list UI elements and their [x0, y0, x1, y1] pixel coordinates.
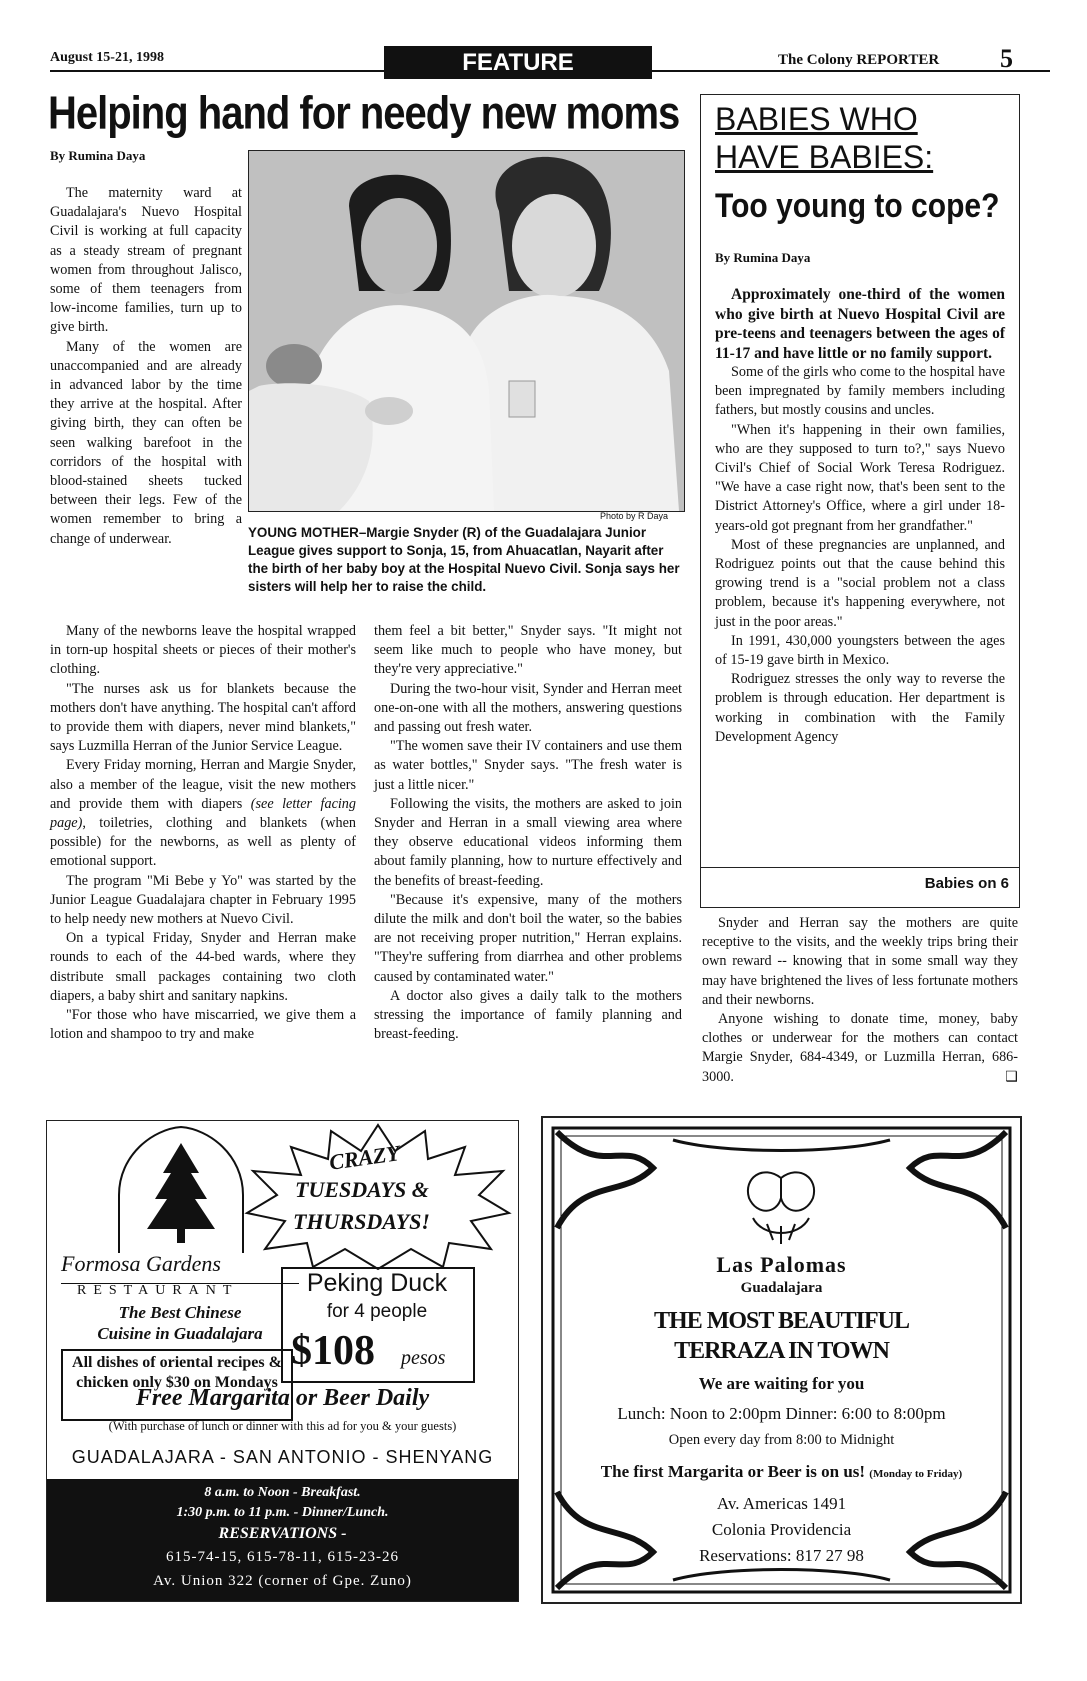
article-byline: By Rumina Daya [50, 148, 146, 163]
paragraph: "For those who have miscarried, we give them a lotion and shampoo to try and make [50, 1007, 356, 1043]
paragraph: Some of the girls who come to the hospital have been impregnated by family members including fathers, but mostly cousins and uncles. [715, 364, 1005, 419]
page-number: 5 [1000, 44, 1013, 73]
location-cities: GUADALAJARA - SAN ANTONIO - SHENYANG [71, 1447, 494, 1467]
sidebar-jump-line: Babies on 6 [924, 875, 1009, 892]
hours-dinner-lunch: 1:30 p.m. to 11 p.m. - Dinner/Lunch. [176, 1505, 389, 1520]
monday-promo-box: All dishes of oriental recipes & chicken only $30 on Mondays [61, 1349, 293, 1421]
reservations-block [47, 1479, 518, 1601]
paragraph: The program "Mi Bebe y Yo" was started by the Junior League Guadalajara chapter in February 1995 to help needy new mothers at Nuevo Civil. [50, 872, 356, 928]
article-column-3 [374, 622, 682, 1044]
paragraph: In 1991, 430,000 youngsters between the ages of 15-19 gave birth in Mexico. [715, 632, 1005, 669]
cross-reference: (see letter facing page) [50, 795, 356, 832]
sidebar-jump-rule [701, 867, 1019, 868]
photo-caption: YOUNG MOTHER–Margie Snyder (R) of the Guadalajara Junior League gives support to Sonja, 15, from Ahuacatlan, Nayarit after the birth of her baby boy at the Hospital Nuevo Civil. Sonja says her sisters will help her to raise the child. [248, 525, 680, 594]
article-column-1 [50, 184, 242, 549]
restaurant-address: Av. Union 322 (corner of Gpe. Zuno) [153, 1573, 412, 1589]
deal-item: Peking Duck [306, 1269, 448, 1297]
paragraph: "Because it's expensive, many of the mothers dilute the milk and don't boil the water, so the babies are not receiving proper nutrition," Herran explains. "They're suffering from diarrhea and other problems caused by contaminated water." [374, 891, 682, 985]
paragraph: On a typical Friday, Snyder and Herran make rounds to each of the 44-bed wards, where they distribute small packages containing two cloth diapers, a baby shirt and sanitary napkins. [50, 930, 356, 1004]
paragraph: Snyder and Herran say the mothers are quite receptive to the visits, and the weekly trips bring their own reward -- knowing that in some small way they may have brightened the lives of less fortunate mothers and their newborns. [702, 915, 1018, 1008]
paragraph [702, 1010, 1018, 1087]
paragraph: A doctor also gives a daily talk to the mothers stressing the importance of family planning and breast-feeding. [374, 987, 682, 1043]
paragraph: them feel a bit better," Snyder says. "It might not seem like much to people who have money, but they're very appreciative." [374, 623, 682, 678]
article-headline: Helping hand for needy new moms [48, 88, 680, 139]
news-photo [248, 150, 685, 512]
paragraph: "The women save their IV containers and use them as water bottles," Snyder says. "The fresh water is just a little nicer." [374, 738, 682, 793]
sidebar-headline: Too young to cope? [715, 187, 1000, 225]
paragraph [50, 756, 356, 871]
phone-numbers: 615-74-15, 615-78-11, 615-23-26 [166, 1549, 399, 1565]
burst-line-1: CRAZY [327, 1140, 402, 1175]
sidebar-kicker-line-2: HAVE BABIES: [715, 139, 934, 175]
address-line-2: Colonia Providencia [711, 1520, 852, 1539]
ad-headline-1: THE MOST BEAUTIFUL [654, 1308, 909, 1334]
ad-las-palomas [541, 1116, 1022, 1604]
paragraph: The maternity ward at Guadalajara's Nuevo Hospital Civil is working at full capacity as a steady stream of pregnant women from throughout Jalisco, some of them teenagers from low-income families, turn up to give birth. [50, 185, 242, 336]
paragraph: "The nurses ask us for blankets because the mothers don't have anything. The hospital can't afford to provide them with diapers, never mind blankets," says Luzmilla Herran of the Junior Service League. [50, 680, 356, 755]
tree-logo-icon [113, 1125, 249, 1255]
restaurant-logo-name: Formosa Gardens [61, 1251, 221, 1276]
paragraph: Rodriguez stresses the only way to reverse the problem is through education. Her department is working in combination with the Family Development Agency [715, 671, 1005, 745]
opening-hours: Lunch: Noon to 2:00pm Dinner: 6:00 to 8:00pm [617, 1404, 946, 1423]
reservations-label: RESERVATIONS - [218, 1525, 347, 1542]
paragraph-text: Anyone wishing to donate time, money, baby clothes or underwear for the mothers can contact Margie Snyder, 684-4349, or Luzmilla Herran, 686-3000. [702, 1011, 1018, 1085]
paragraph: Many of the newborns leave the hospital wrapped in torn-up hospital sheets or pieces of their mother's clothing. [50, 623, 356, 678]
sidebar-body [715, 285, 1005, 747]
sidebar-lead: Approximately one-third of the women who give birth at Nuevo Hospital Civil are pre-teens and teenagers between the ages of 11-17 and have little or no family support. [715, 286, 1005, 362]
paragraph: Following the visits, the mothers are asked to join Snyder and Herran in a small viewing area where they observe educational videos informing them about family planning, how to nurture effectively and the benefits of breast-feeding. [374, 795, 682, 889]
burst-line-3: THURSDAYS! [293, 1209, 430, 1234]
deal-price: $108 [291, 1328, 375, 1374]
open-every-day: Open every day from 8:00 to Midnight [668, 1432, 895, 1448]
restaurant-name: Las Palomas [716, 1252, 847, 1277]
publication-name: The Colony REPORTER [778, 52, 940, 68]
waiting-message: We are waiting for you [698, 1374, 865, 1393]
photo-credit: Photo by R Daya [600, 511, 669, 521]
burst-line-2: TUESDAYS & [295, 1177, 429, 1202]
paragraph: Many of the women are unaccompanied and are already in advanced labor by the time they arrive at the hospital. After giving birth, they can often be seen walking barefoot in the corridors of the hospital with blood-stained sheets tucked between their legs. Few of the women remember to bring a change of underwear. [50, 338, 242, 547]
free-drink-text: The first Margarita or Beer is on us! [600, 1462, 866, 1481]
ad-tagline-1: The Best Chinese [118, 1303, 242, 1322]
article-column-2 [50, 622, 356, 1044]
paragraph: Most of these pregnancies are unplanned, and Rodriguez points out that the cause behind this growing trend is a "social problem not a class problem, because it's happening everywhere, not just in the poor areas." [715, 536, 1005, 630]
address-line-1: Av. Americas 1491 [716, 1494, 847, 1513]
paragraph: During the two-hour visit, Synder and Herran meet one-on-one with all the mothers, answering questions and passing out fresh water. [374, 680, 682, 736]
article-column-4 [702, 914, 1018, 1087]
section-label: FEATURE [384, 46, 652, 79]
paragraph: "When it's happening in their own families, who are they supposed to turn to?," says Nuevo Civil's Chief of Social Work Teresa Rodriguez. "We have a case right now, that's been sent to the District Attorney's Office, where a girl under 18-years-old got pregnant from her grandfather." [715, 421, 1005, 534]
photo-illustration [249, 151, 684, 511]
free-drink-offer: Free Margarita or Beer Daily [135, 1385, 430, 1411]
free-drink-note: (With purchase of lunch or dinner with this ad for you & your guests) [108, 1419, 457, 1433]
sidebar-box [700, 94, 1020, 908]
restaurant-city: Guadalajara [740, 1280, 823, 1296]
restaurant-label: RESTAURANT [77, 1283, 239, 1298]
free-drink-offer [543, 1462, 1020, 1482]
hours-breakfast: 8 a.m. to Noon - Breakfast. [204, 1485, 361, 1500]
paragraph-text: Every Friday morning, Herran and Margie Snyder, also a member of the league, visit the new mothers and provide them with diapers [50, 757, 356, 812]
deal-currency: pesos [401, 1347, 446, 1369]
reservations-phone: Reservations: 817 27 98 [699, 1546, 864, 1565]
issue-date: August 15-21, 1998 [50, 50, 164, 65]
ad-formosa-gardens [46, 1120, 519, 1602]
ad-headline-2: TERRAZA IN TOWN [674, 1338, 889, 1364]
sidebar-byline: By Rumina Daya [715, 250, 811, 265]
end-mark: ❑ [1005, 1068, 1018, 1085]
free-drink-days: (Monday to Friday) [869, 1468, 963, 1480]
deal-quantity: for 4 people [326, 1301, 428, 1322]
sidebar-kicker-line-1: BABIES WHO [715, 101, 918, 137]
ad-tagline-2: Cuisine in Guadalajara [97, 1324, 263, 1343]
paragraph-text: , toiletries, clothing and blankets (when possible) for the newborns, as well as plenty of emotional support. [50, 815, 356, 870]
